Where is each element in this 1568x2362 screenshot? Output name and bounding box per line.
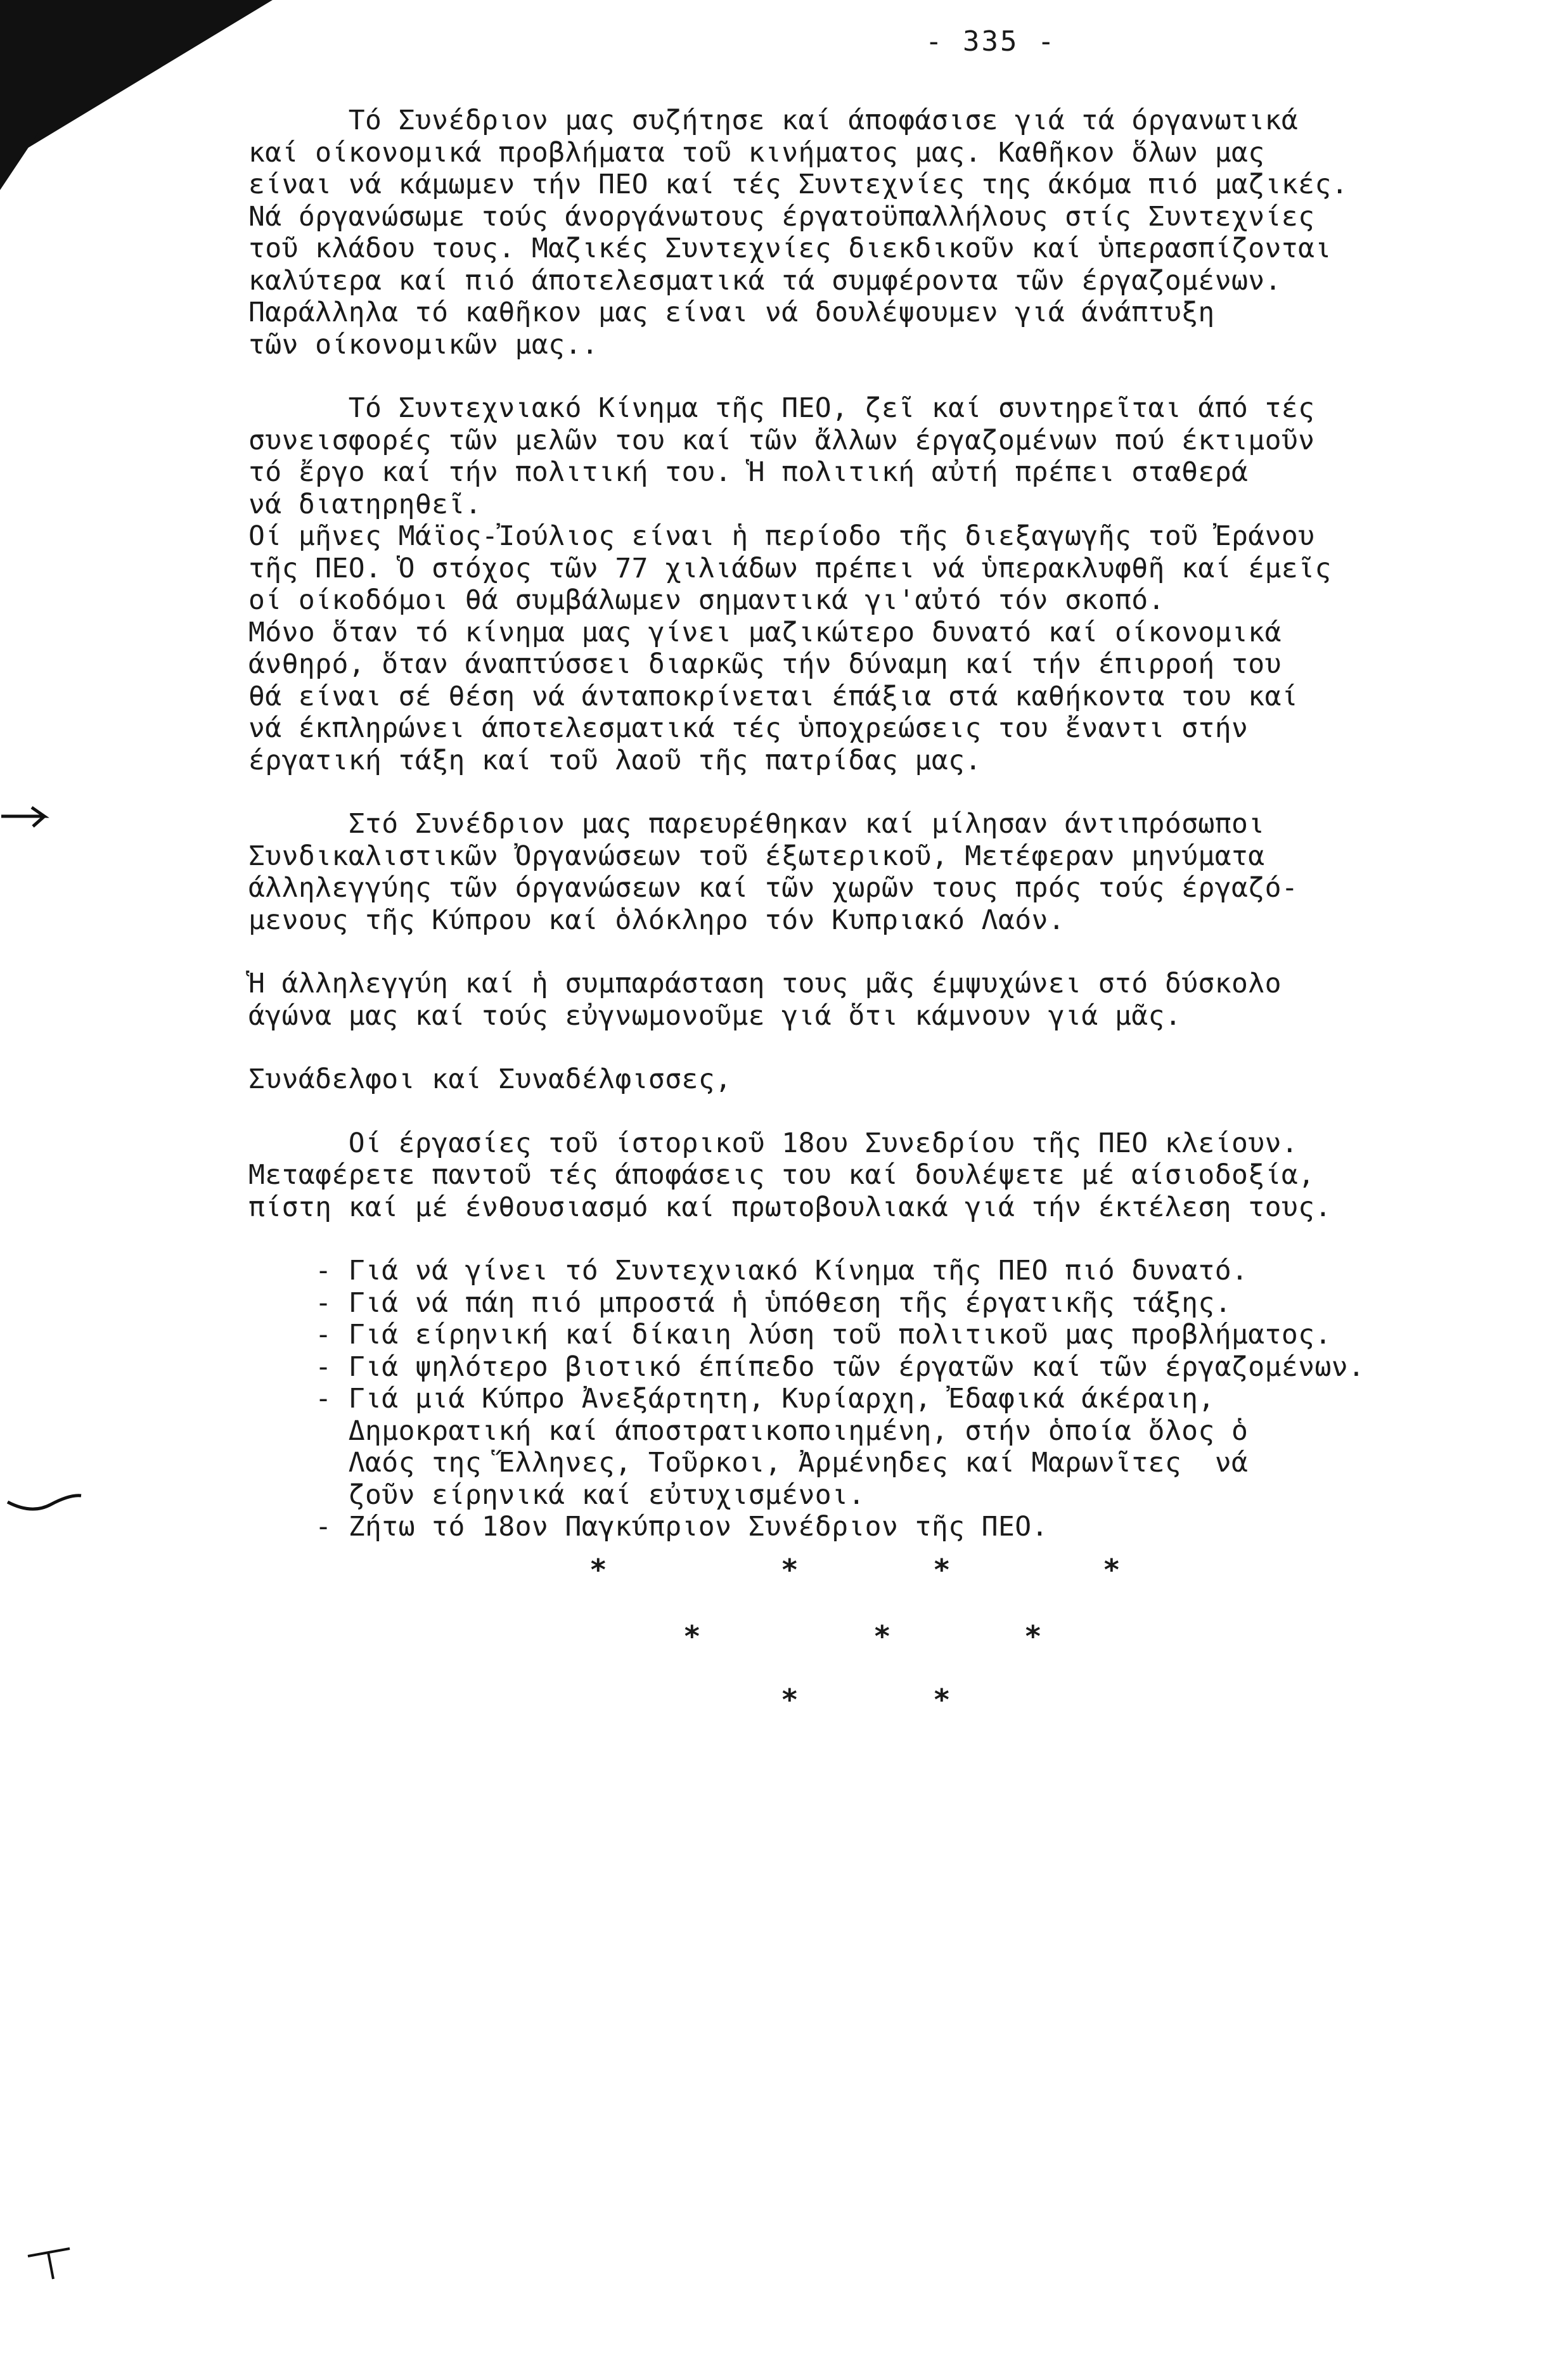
paragraph <box>248 392 1516 776</box>
scan-shadow-corner <box>0 0 273 165</box>
page-number: - 335 - <box>925 25 1057 58</box>
text-line: Λαός της Ἕλληνες, Τοῦρκοι, Ἀρμένηδες καί Μαρωνῖτες νά <box>248 1447 1249 1479</box>
text-line: Οί έργασίες τοῦ ίστορικοῦ 18ου Συνεδρίου τῆς ΠΕΟ κλείουν. <box>248 1127 1299 1159</box>
star-ornament: * <box>933 1553 951 1587</box>
text-line: άγώνα μας καί τούς εὐγνωμονοῦμε γιά ὅτι κάμνουν γιά μᾶς. <box>248 999 1182 1032</box>
margin-scribble-mark <box>6 1489 82 1515</box>
text-line: Μεταφέρετε παντοῦ τές άποφάσεις του καί δουλέψετε μέ αίσιοδοξία, <box>248 1159 1315 1191</box>
star-ornament: * <box>683 1619 701 1653</box>
paragraph <box>248 105 1516 361</box>
text-line: νά διατηρηθεῖ. <box>248 488 482 520</box>
text-line: άνθηρό, ὅταν άναπτύσσει διαρκῶς τήν δύναμη καί τήν έπιρροή του <box>248 648 1282 680</box>
text-line: - Γιά ψηλότερο βιοτικό έπίπεδο τῶν έργατῶν καί τῶν έργαζομένων. <box>248 1351 1365 1383</box>
margin-arrow-mark <box>0 805 57 830</box>
text-line: πίστη καί μέ ένθουσιασμό καί πρωτοβουλιακά γιά τήν έκτέλεση τους. <box>248 1191 1332 1223</box>
paragraph-gap <box>248 1032 1516 1063</box>
text-line: νά έκπληρώνει άποτελεσματικά τές ὑποχρεώσεις του ἔναντι στήν <box>248 712 1249 744</box>
paragraph-gap <box>248 361 1516 392</box>
margin-tick-mark <box>25 2243 76 2282</box>
paragraph <box>248 1127 1516 1224</box>
text-line: τοῦ κλάδου τους. Μαζικές Συντεχνίες διεκδικοῦν καί ὑπερασπίζονται <box>248 233 1332 264</box>
text-line: είναι νά κάμωμεν τήν ΠΕΟ καί τές Συντεχνίες της άκόμα πιό μαζικές. <box>248 169 1349 200</box>
text-line: - Γιά μιά Κύπρο Ἀνεξάρτητη, Κυρίαρχη, Ἐδαφικά άκέραιη, <box>248 1383 1215 1415</box>
text-line: μενους τῆς Κύπρου καί ὁλόκληρο τόν Κυπριακό Λαόν. <box>248 904 1065 936</box>
paragraph-gap <box>248 1096 1516 1127</box>
text-line: θά είναι σέ θέση νά άνταποκρίνεται έπάξια στά καθήκοντα του καί <box>248 680 1299 712</box>
text-line: έργατική τάξη καί τοῦ λαοῦ τῆς πατρίδας μας. <box>248 744 982 776</box>
text-line: Δημοκρατική καί άποστρατικοποιημένη, στήν ὁποία ὅλος ὁ <box>248 1415 1249 1447</box>
text-line: καλύτερα καί πιό άποτελεσματικά τά συμφέροντα τῶν έργαζομένων. <box>248 264 1282 297</box>
text-line: τό ἔργο καί τήν πολιτική του. Ἡ πολιτική αὐτή πρέπει σταθερά <box>248 456 1249 488</box>
text-line: Παράλληλα τό καθῆκον μας είναι νά δουλέψουμεν γιά άνάπτυξη <box>248 297 1215 328</box>
text-line: τῶν οίκονομικῶν μας.. <box>248 328 599 361</box>
text-line: Οί μῆνες Μάϊος-Ἰούλιος είναι ἡ περίοδο τῆς διεξαγωγῆς τοῦ Ἐράνου <box>248 520 1315 552</box>
text-line: Μόνο ὅταν τό κίνημα μας γίνει μαζικώτερο δυνατό καί οίκονομικά <box>248 616 1282 648</box>
text-line: Συνάδελφοι καί Συναδέλφισσες, <box>248 1063 732 1095</box>
text-line: οί οίκοδόμοι θά συμβάλωμεν σημαντικά γι'αὐτό τόν σκοπό. <box>248 584 1165 616</box>
text-line: Τό Συντεχνιακό Κίνημα τῆς ΠΕΟ, ζεῖ καί συντηρεῖται άπό τές <box>248 392 1315 424</box>
text-line: ζοῦν είρηνικά καί εὐτυχισμένοι. <box>248 1479 865 1511</box>
document-body <box>248 105 1516 1543</box>
star-ornament: * <box>933 1683 951 1717</box>
paragraph-gap <box>248 1223 1516 1255</box>
paragraph <box>248 1063 1516 1096</box>
paragraph <box>248 808 1516 936</box>
text-line: Νά όργανώσωμε τούς άνοργάνωτους έργατοϋπαλλήλους στίς Συντεχνίες <box>248 200 1315 233</box>
text-line: - Γιά είρηνική καί δίκαιη λύση τοῦ πολιτικοῦ μας προβλήματος. <box>248 1319 1332 1351</box>
paragraph-gap <box>248 936 1516 968</box>
star-ornament: * <box>589 1553 607 1587</box>
paragraph <box>248 968 1516 1032</box>
star-ornament: * <box>1024 1619 1042 1653</box>
paragraph-gap <box>248 776 1516 808</box>
star-ornament: * <box>873 1619 891 1653</box>
star-ornament: * <box>781 1553 799 1587</box>
paragraph <box>248 1255 1516 1543</box>
text-line: Τό Συνέδριον μας συζήτησε καί άποφάσισε γιά τά όργανωτικά <box>248 105 1299 136</box>
text-line: - Γιά νά πάη πιό μπροστά ἡ ὑπόθεση τῆς έργατικῆς τάξης. <box>248 1287 1232 1319</box>
text-line: συνεισφορές τῶν μελῶν του καί τῶν ἄλλων έργαζομένων πού έκτιμοῦν <box>248 424 1315 456</box>
text-line: άλληλεγγύης τῶν όργανώσεων καί τῶν χωρῶν τους πρός τούς έργαζό- <box>248 872 1299 904</box>
text-line: - Ζήτω τό 18ον Παγκύπριον Συνέδριον τῆς ΠΕΟ. <box>248 1511 1048 1543</box>
text-line: καί οίκονομικά προβλήματα τοῦ κινήματος μας. Καθῆκον ὅλων μας <box>248 136 1265 169</box>
star-ornament: * <box>781 1683 799 1717</box>
star-ornament: * <box>1103 1553 1121 1587</box>
text-line: Στό Συνέδριον μας παρευρέθηκαν καί μίλησαν άντιπρόσωποι <box>248 808 1265 840</box>
text-line: Ἡ άλληλεγγύη καί ἡ συμπαράσταση τους μᾶς έμψυχώνει στό δύσκολο <box>248 968 1282 999</box>
text-line: τῆς ΠΕΟ. Ὁ στόχος τῶν 77 χιλιάδων πρέπει νά ὑπερακλυφθῆ καί έμεῖς <box>248 552 1332 584</box>
text-line: - Γιά νά γίνει τό Συντεχνιακό Κίνημα τῆς ΠΕΟ πιό δυνατό. <box>248 1255 1249 1287</box>
text-line: Συνδικαλιστικῶν Ὀργανώσεων τοῦ έξωτερικοῦ, Μετέφεραν μηνύματα <box>248 840 1265 872</box>
